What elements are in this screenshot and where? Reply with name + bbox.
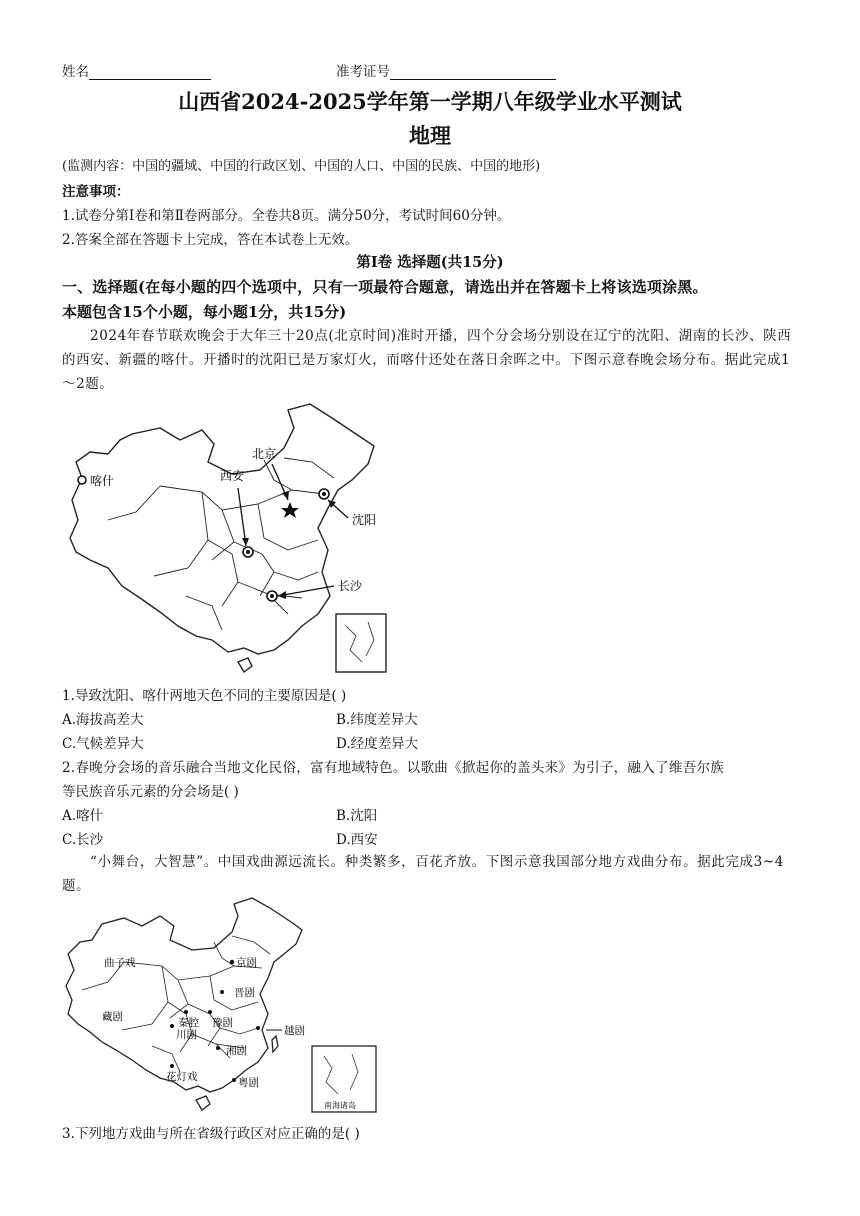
changsha-arrow (278, 586, 334, 596)
taiwan-island (272, 1036, 278, 1052)
exam-id-label: 准考证号 (336, 64, 390, 80)
kashi-marker (78, 476, 86, 484)
notes-heading: 注意事项： (62, 184, 130, 200)
passage-1: 2024年春节联欢晚会于大年三十20点(北京时间)准时开播，四个分会场分别设在辽宁的沈阳、湖南的长沙、陕西的西安、新疆的喀什。开播时的沈阳已是万家灯火，而喀什还处在落日余晖之中。下图示意春晚会场分布。据此完成1～2题。 (62, 328, 792, 392)
section-instruction-2: 本题包含15个小题，每小题1分，共15分) (62, 303, 347, 321)
yueju-zhe-dot (256, 1026, 260, 1030)
q2-stem-1: 2.春晚分会场的音乐融合当地文化民俗，富有地域特色。以歌曲《掀起你的盖头来》为引子，融入了维吾尔族 (62, 760, 725, 776)
chunwan-venue-map (62, 400, 402, 676)
name-row (62, 60, 211, 80)
chuanju-dot (170, 1024, 174, 1028)
china-outline (70, 404, 377, 654)
label-qinqiang: 秦腔 (178, 1017, 199, 1029)
hainan-island (238, 658, 252, 672)
note-item-1: 1.试卷分第Ⅰ卷和第Ⅱ卷两部分。全卷共8页。满分50分，考试时间60分钟。 (62, 208, 511, 224)
hainan-island-2 (196, 1096, 210, 1110)
beijing-star-icon (281, 502, 299, 518)
q3-stem: 3.下列地方戏曲与所在省级行政区对应正确的是( ) (62, 1126, 360, 1142)
qinqiang-dot (184, 1010, 188, 1014)
province-lines (108, 458, 334, 630)
xiangju-dot (216, 1046, 220, 1050)
label-yueju-zhejiang: 越剧 (284, 1025, 305, 1037)
q2-option-c[interactable]: C.长沙 (62, 832, 104, 848)
label-kashi: 喀什 (90, 474, 115, 488)
q1-option-a[interactable]: A.海拔高差大 (62, 712, 144, 728)
label-nanhai: 南海诸岛 (324, 1101, 356, 1110)
subject-title: 地理 (409, 123, 451, 148)
page-title: 山西省2024-2025学年第一学期八年级学业水平测试 (178, 89, 682, 114)
jingju-dot (230, 960, 234, 964)
label-jingju: 京剧 (236, 957, 257, 969)
q1-option-c[interactable]: C.气候差异大 (62, 736, 144, 752)
label-jinju: 晋剧 (234, 987, 255, 999)
xian-marker (243, 547, 253, 557)
section-instruction-1: 一、选择题(在每小题的四个选项中，只有一项最符合题意，请选出并在答题卡上将该选项涂黑。 (62, 278, 708, 296)
q1-option-b[interactable]: B.纬度差异大 (336, 712, 418, 728)
label-chuanju: 川剧 (176, 1029, 197, 1041)
note-item-2: 2.答案全部在答题卡上完成，答在本试卷上无效。 (62, 232, 359, 248)
q2-option-a[interactable]: A.喀什 (62, 808, 104, 824)
huadengxi-dot (170, 1064, 174, 1068)
label-zangju: 藏剧 (102, 1011, 123, 1023)
section-heading: 第Ⅰ卷 选择题(共15分) (356, 254, 504, 271)
label-xian: 西安 (220, 469, 245, 483)
q2-option-b[interactable]: B.沈阳 (336, 808, 378, 824)
yueju-yue-dot (232, 1078, 236, 1082)
label-beijing: 北京 (252, 447, 277, 461)
q2-option-d[interactable]: D.西安 (336, 832, 378, 848)
opera-distribution-map (62, 896, 388, 1116)
label-shenyang: 沈阳 (352, 513, 377, 527)
exam-id-blank (390, 64, 556, 80)
jinju-dot (220, 990, 224, 994)
xian-arrow (238, 488, 246, 546)
exam-scope: (监测内容：中国的疆域、中国的行政区划、中国的人口、中国的民族、中国的地形) (62, 159, 541, 174)
label-xiangju: 湘剧 (226, 1045, 247, 1057)
label-quzixi: 曲子戏 (104, 957, 136, 969)
label-huadengxi: 花灯戏 (166, 1071, 198, 1083)
name-label: 姓名 (62, 64, 89, 80)
passage-2: “小舞台，大智慧”。中国戏曲源远流长。种类繁多，百花齐放。下图示意我国部分地方戏曲分布。据此完成3~4题。 (62, 854, 784, 894)
label-yuju-henan: 豫剧 (212, 1017, 233, 1029)
yuju-dot (208, 1010, 212, 1014)
q1-option-d[interactable]: D.经度差异大 (336, 736, 419, 752)
exam-id-row (336, 60, 556, 80)
south-sea-inset (336, 614, 386, 672)
q1-stem: 1.导致沈阳、喀什两地天色不同的主要原因是( ) (62, 688, 347, 704)
label-changsha: 长沙 (338, 579, 363, 593)
q2-stem-2: 等民族音乐元素的分会场是( ) (62, 784, 239, 800)
shenyang-marker (319, 489, 329, 499)
label-yueju-guangdong: 粤剧 (238, 1077, 259, 1089)
changsha-marker (267, 591, 277, 601)
name-blank (89, 64, 211, 80)
